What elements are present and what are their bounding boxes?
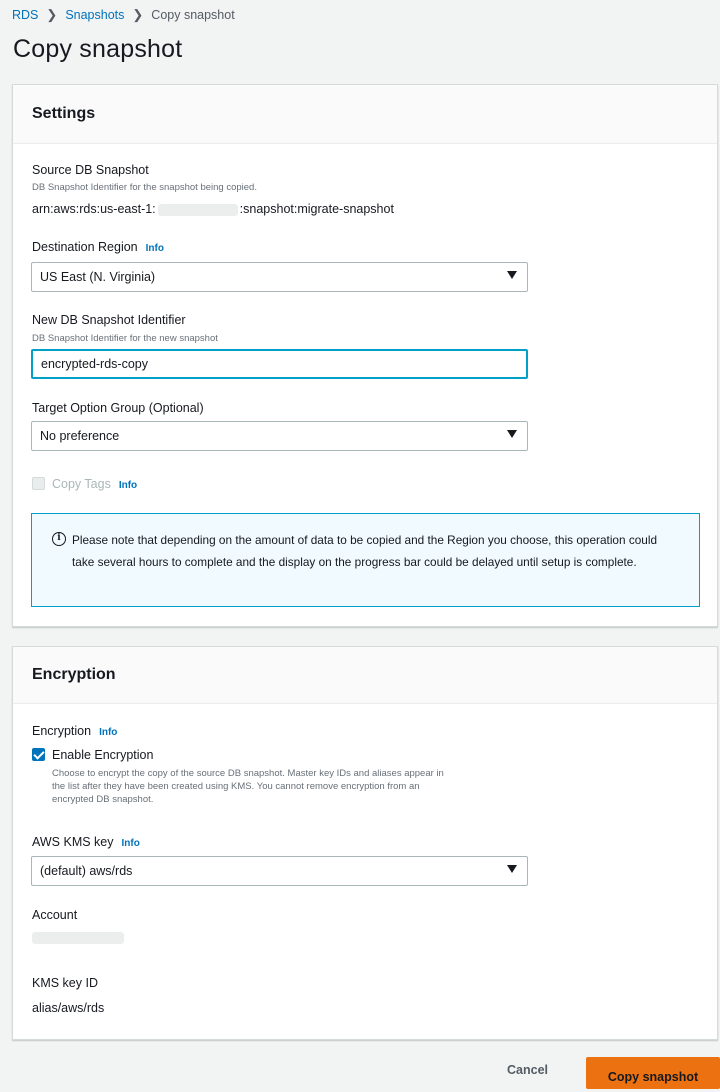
copy-duration-notice — [31, 513, 700, 607]
chevron-right-icon: ❯ — [46, 7, 58, 22]
copy-tags-checkbox[interactable] — [32, 477, 45, 490]
destination-region-value: US East (N. Virginia) — [40, 270, 156, 284]
copy-tags-info-link[interactable]: Info — [118, 480, 138, 491]
kms-key-label-text: AWS KMS key — [32, 835, 114, 849]
kms-key-label — [32, 835, 140, 849]
breadcrumb-current: Copy snapshot — [151, 8, 235, 22]
info-circle-icon: i — [52, 532, 66, 546]
settings-header: Settings — [13, 85, 717, 144]
kms-key-id-label: KMS key ID — [32, 976, 98, 990]
option-group-value: No preference — [40, 429, 120, 443]
copy-snapshot-button[interactable]: Copy snapshot — [586, 1057, 720, 1089]
new-snapshot-id-value: encrypted-rds-copy — [41, 357, 148, 371]
source-snapshot-label: Source DB Snapshot — [32, 163, 149, 177]
copy-tags-label-text: Copy Tags — [52, 477, 111, 491]
source-arn-suffix: :snapshot:migrate-snapshot — [239, 202, 394, 216]
source-snapshot-value — [32, 202, 394, 216]
source-snapshot-description: DB Snapshot Identifier for the snapshot being copied. — [32, 182, 257, 193]
enable-encryption-description-line: Choose to encrypt the copy of the source DB snapshot. Master key IDs and aliases appear in — [52, 768, 444, 779]
encryption-label — [32, 724, 117, 738]
breadcrumb — [12, 7, 235, 23]
option-group-label: Target Option Group (Optional) — [32, 401, 204, 415]
kms-key-info-link[interactable]: Info — [121, 838, 140, 849]
destination-region-info-link[interactable]: Info — [145, 243, 164, 254]
redacted-account-value — [32, 932, 124, 944]
copy-tags-label — [52, 477, 137, 491]
enable-encryption-label: Enable Encryption — [52, 748, 154, 762]
destination-region-label-text: Destination Region — [32, 240, 138, 254]
enable-encryption-description-line: encrypted DB snapshot. — [52, 794, 154, 805]
breadcrumb-rds-link[interactable]: RDS — [12, 8, 39, 22]
new-snapshot-id-description: DB Snapshot Identifier for the new snapshot — [32, 333, 218, 344]
encryption-header: Encryption — [13, 647, 717, 704]
breadcrumb-snapshots-link[interactable]: Snapshots — [65, 8, 125, 22]
cancel-button[interactable]: Cancel — [507, 1063, 548, 1077]
enable-encryption-checkbox[interactable] — [32, 748, 45, 761]
destination-region-label — [32, 240, 164, 254]
kms-key-select[interactable] — [31, 856, 528, 886]
destination-region-select[interactable] — [31, 262, 528, 292]
account-label: Account — [32, 908, 78, 922]
settings-panel — [12, 84, 718, 627]
new-snapshot-id-input[interactable] — [31, 349, 528, 379]
option-group-select[interactable] — [31, 421, 528, 451]
redacted-account-id — [158, 204, 238, 216]
enable-encryption-description-line: the list after they have been created using KMS. You cannot remove encryption from an — [52, 781, 420, 792]
encryption-info-link[interactable]: Info — [99, 727, 118, 738]
caret-down-icon — [507, 271, 517, 279]
encryption-panel — [12, 646, 718, 1040]
new-snapshot-id-label: New DB Snapshot Identifier — [32, 313, 186, 327]
chevron-right-icon: ❯ — [132, 7, 144, 22]
caret-down-icon — [507, 865, 517, 873]
notice-text: Please note that depending on the amount of data to be copied and the Region you choose, this operation could take several hours to complete and the display on the progress bar could be delayed until setup is complete. — [72, 533, 658, 569]
kms-key-id-value: alias/aws/rds — [32, 1001, 105, 1015]
page-title: Copy snapshot — [13, 35, 183, 63]
kms-key-value: (default) aws/rds — [40, 864, 133, 878]
source-arn-prefix: arn:aws:rds:us-east-1: — [32, 202, 156, 216]
enable-encryption-description — [52, 767, 532, 806]
encryption-label-text: Encryption — [32, 724, 92, 738]
caret-down-icon — [507, 430, 517, 438]
